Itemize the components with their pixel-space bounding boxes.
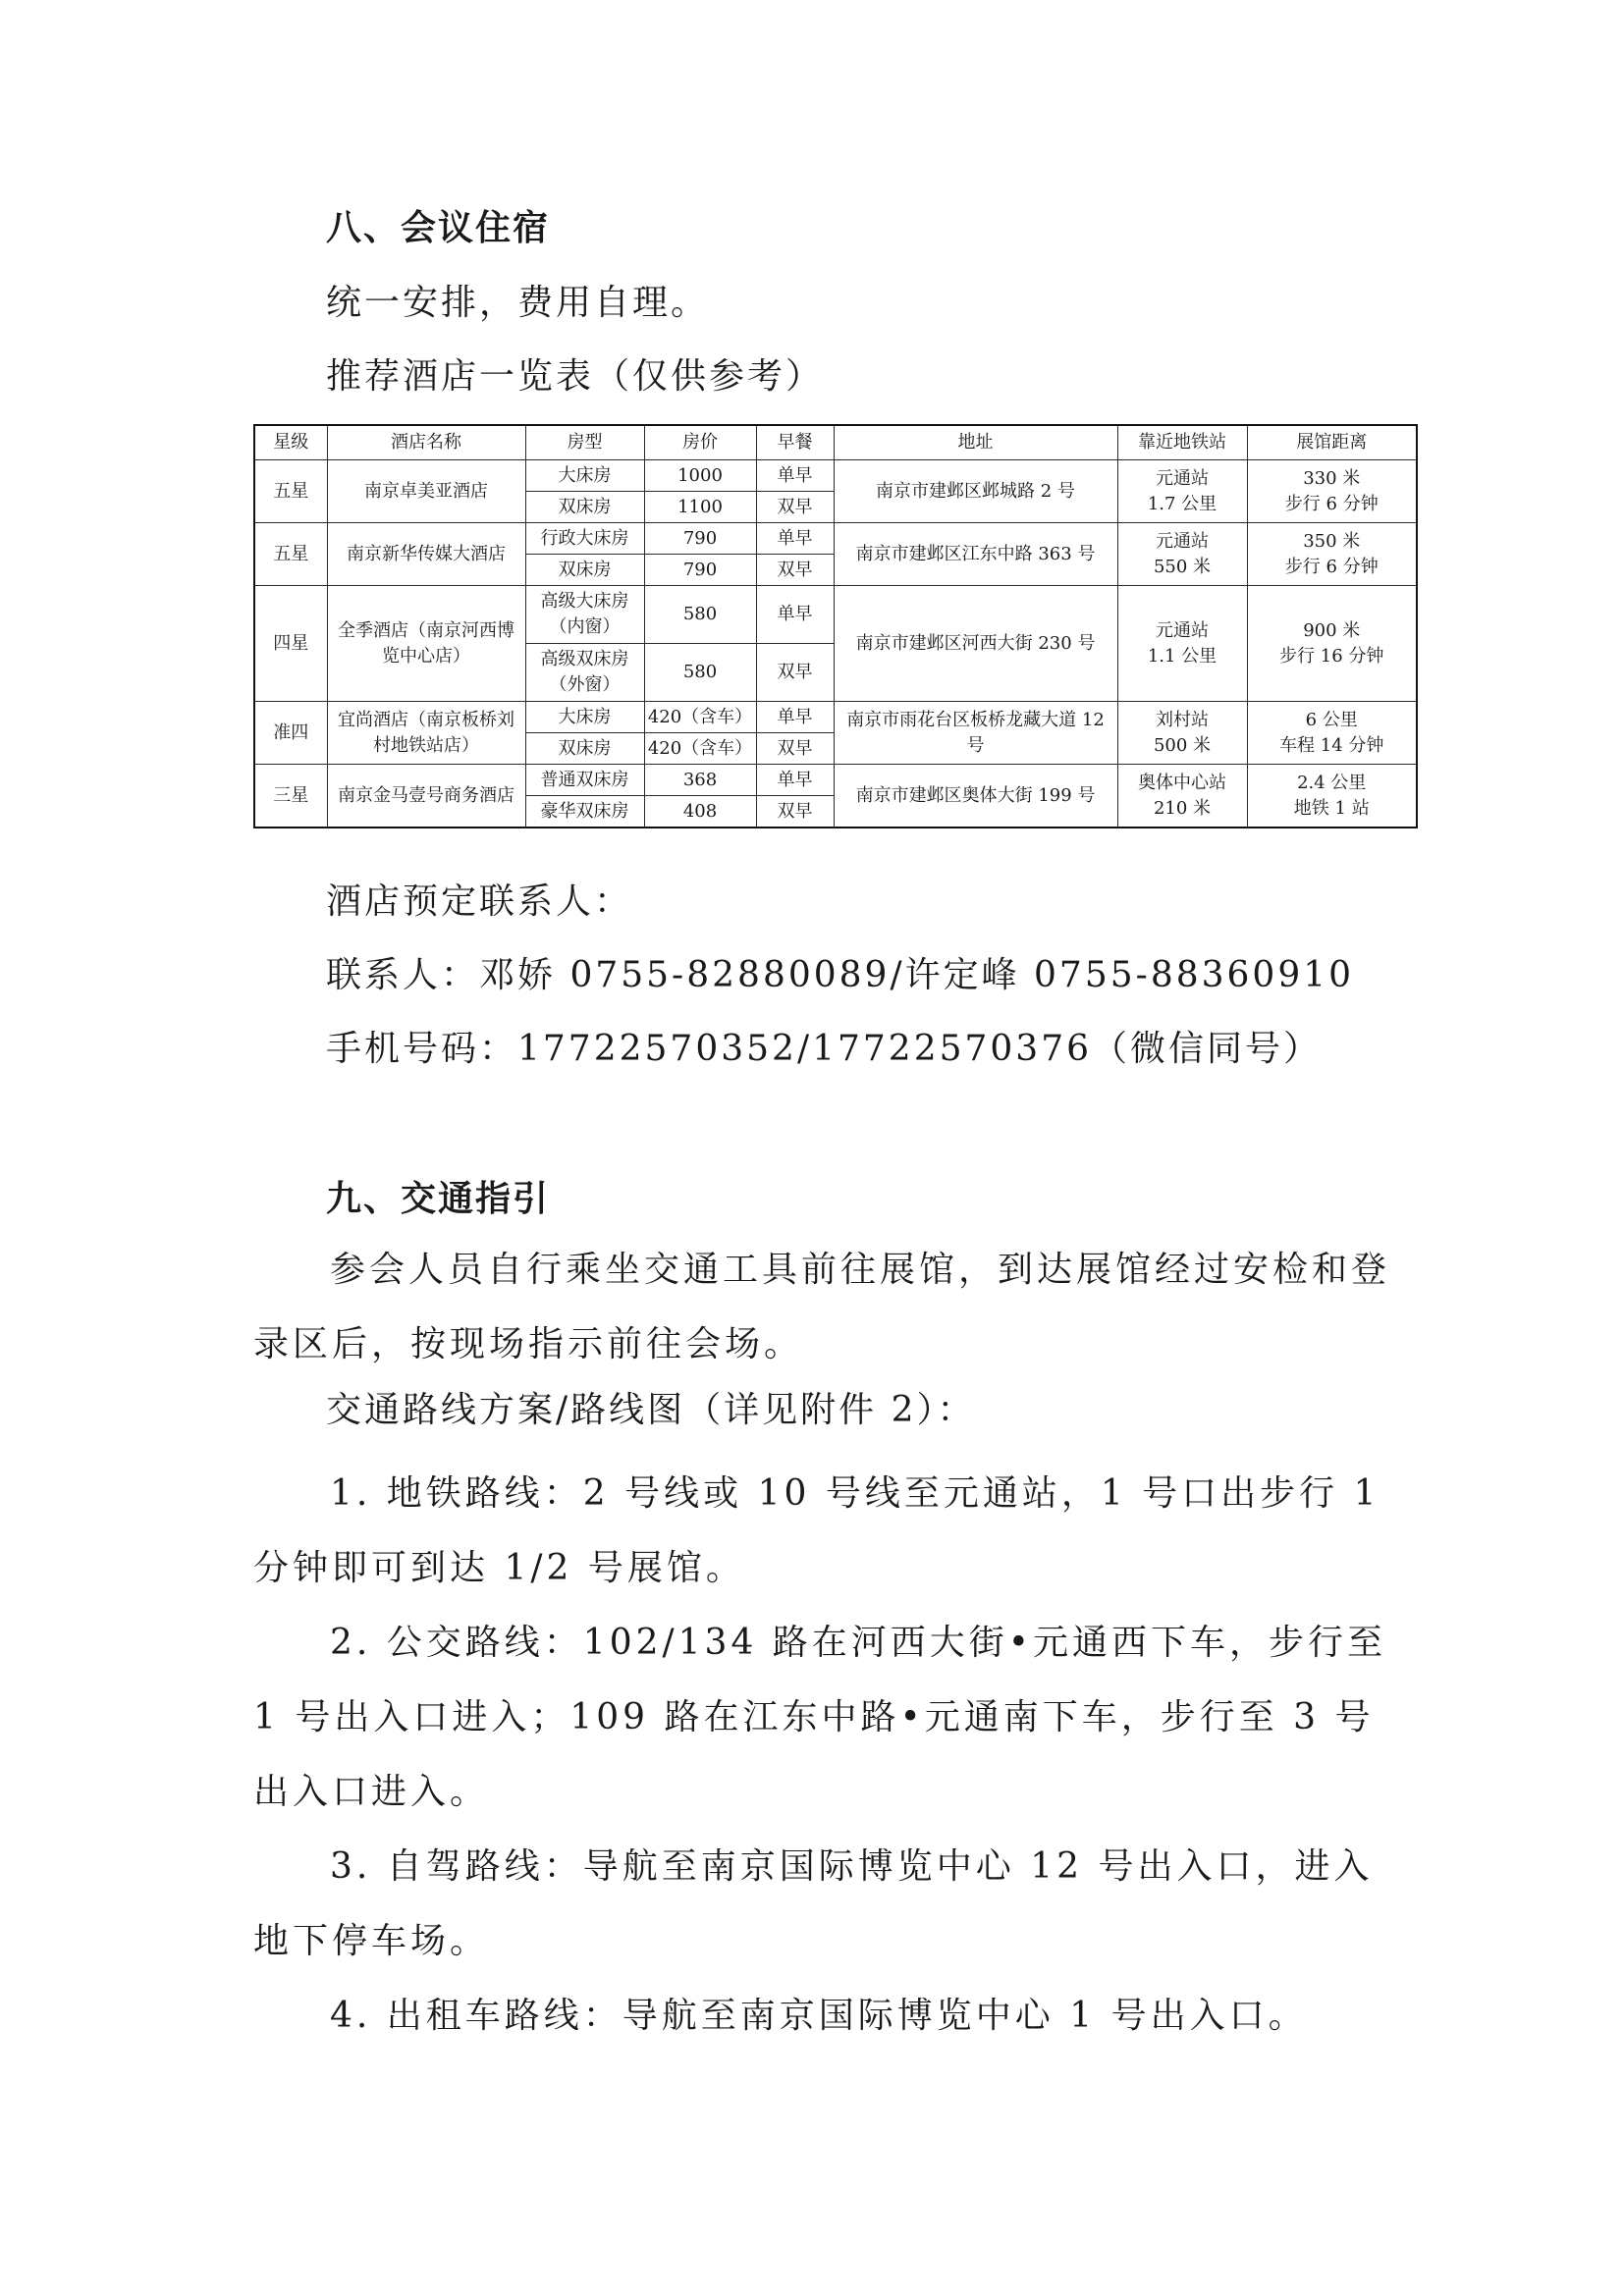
- price-cell: 420（含车）: [644, 733, 756, 765]
- header-star: 星级: [254, 425, 327, 460]
- price-cell: 790: [644, 555, 756, 586]
- table-row: [254, 702, 1417, 733]
- price-cell: 580: [644, 586, 756, 644]
- price-cell: 420（含车）: [644, 702, 756, 733]
- star-cell: 三星: [254, 765, 327, 828]
- distance-cell: [1247, 523, 1417, 586]
- star-cell: 五星: [254, 523, 327, 586]
- breakfast-cell: 单早: [756, 523, 834, 555]
- breakfast-cell: 单早: [756, 765, 834, 796]
- metro-cell: [1117, 702, 1247, 765]
- venue-time: 车程 14 分钟: [1279, 734, 1384, 756]
- route-plan-title: 交通路线方案/路线图（详见附件 2）：: [326, 1390, 976, 1430]
- table-row: [254, 523, 1417, 555]
- header-breakfast: 早餐: [756, 425, 834, 460]
- metro-distance: 1.7 公里: [1147, 493, 1217, 514]
- header-hotel-name: 酒店名称: [327, 425, 525, 460]
- metro-cell: [1117, 765, 1247, 828]
- address-cell: 南京市建邺区奥体大街 199 号: [834, 765, 1117, 828]
- distance-cell: [1247, 702, 1417, 765]
- room-type-cell: 行政大床房: [525, 523, 644, 555]
- contact-mobile: 手机号码：17722570352/17722570376（微信同号）: [326, 1029, 1323, 1069]
- room-type-cell: 双床房: [525, 492, 644, 523]
- breakfast-cell: 单早: [756, 586, 834, 644]
- metro-station: 元通站: [1156, 530, 1209, 552]
- venue-distance: 6 公里: [1305, 709, 1358, 730]
- header-price: 房价: [644, 425, 756, 460]
- venue-time: 步行 6 分钟: [1284, 556, 1379, 577]
- venue-time: 步行 16 分钟: [1279, 645, 1384, 667]
- breakfast-cell: 双早: [756, 644, 834, 702]
- hotel-name-cell: 南京金马壹号商务酒店: [327, 765, 525, 828]
- route-self-drive: 3. 自驾路线：导航至南京国际博览中心 12 号出入口，进入地下停车场。: [253, 1846, 1374, 1961]
- metro-station: 元通站: [1156, 619, 1209, 641]
- venue-distance: 2.4 公里: [1297, 772, 1367, 793]
- header-address: 地址: [834, 425, 1117, 460]
- route-bus: 2. 公交路线：102/134 路在河西大街•元通西下车，步行至 1 号出入口进入；109 路在江东中路•元通南下车，步行至 3 号出入口进入。: [253, 1623, 1387, 1812]
- booking-contact-title: 酒店预定联系人：: [326, 881, 633, 922]
- price-cell: 1100: [644, 492, 756, 523]
- venue-distance: 350 米: [1303, 530, 1361, 552]
- metro-distance: 500 米: [1153, 734, 1212, 756]
- venue-time: 地铁 1 站: [1293, 797, 1370, 819]
- metro-distance: 550 米: [1153, 556, 1212, 577]
- transport-intro: 参会人员自行乘坐交通工具前往展馆，到达展馆经过安检和登录区后，按现场指示前往会场。: [253, 1250, 1391, 1364]
- address-cell: 南京市建邺区河西大街 230 号: [834, 586, 1117, 702]
- route-metro: 1. 地铁路线：2 号线或 10 号线至元通站，1 号口出步行 1 分钟即可到达 1/2 号展馆。: [253, 1473, 1380, 1588]
- room-type-cell: 豪华双床房: [525, 796, 644, 828]
- metro-distance: 210 米: [1153, 797, 1212, 819]
- header-metro: 靠近地铁站: [1117, 425, 1247, 460]
- price-cell: 368: [644, 765, 756, 796]
- hotel-name-cell: 南京新华传媒大酒店: [327, 523, 525, 586]
- venue-distance: 330 米: [1303, 467, 1361, 489]
- hotel-table-title: 推荐酒店一览表（仅供参考）: [326, 356, 825, 397]
- breakfast-cell: 双早: [756, 492, 834, 523]
- metro-cell: [1117, 523, 1247, 586]
- price-cell: 580: [644, 644, 756, 702]
- distance-cell: [1247, 586, 1417, 702]
- room-type-cell: 高级大床房（内窗）: [525, 586, 644, 644]
- metro-station: 元通站: [1156, 467, 1209, 489]
- price-cell: 408: [644, 796, 756, 828]
- breakfast-cell: 单早: [756, 460, 834, 492]
- hotel-name-cell: 宜尚酒店（南京板桥刘村地铁站店）: [327, 702, 525, 765]
- price-cell: 1000: [644, 460, 756, 492]
- address-cell: 南京市雨花台区板桥龙藏大道 12 号: [834, 702, 1117, 765]
- section-9-heading: 九、交通指引: [326, 1179, 551, 1219]
- distance-cell: [1247, 460, 1417, 523]
- breakfast-cell: 双早: [756, 555, 834, 586]
- table-row: [254, 586, 1417, 644]
- address-cell: 南京市建邺区邺城路 2 号: [834, 460, 1117, 523]
- venue-time: 步行 6 分钟: [1284, 493, 1379, 514]
- accommodation-note: 统一安排，费用自理。: [326, 283, 710, 323]
- room-type-cell: 大床房: [525, 460, 644, 492]
- room-type-cell: 普通双床房: [525, 765, 644, 796]
- header-room-type: 房型: [525, 425, 644, 460]
- hotel-name-cell: 全季酒店（南京河西博览中心店）: [327, 586, 525, 702]
- room-type-cell: 双床房: [525, 555, 644, 586]
- price-cell: 790: [644, 523, 756, 555]
- metro-station: 奥体中心站: [1138, 772, 1226, 793]
- star-cell: 五星: [254, 460, 327, 523]
- breakfast-cell: 双早: [756, 796, 834, 828]
- table-row: [254, 765, 1417, 796]
- metro-station: 刘村站: [1156, 709, 1209, 730]
- room-type-cell: 高级双床房（外窗）: [525, 644, 644, 702]
- table-row: [254, 460, 1417, 492]
- contact-persons: 联系人：邓娇 0755-82880089/许定峰 0755-88360910: [326, 955, 1355, 995]
- room-type-cell: 双床房: [525, 733, 644, 765]
- breakfast-cell: 单早: [756, 702, 834, 733]
- route-taxi: 4. 出租车路线：导航至南京国际博览中心 1 号出入口。: [330, 1996, 1308, 2036]
- metro-cell: [1117, 460, 1247, 523]
- section-8-heading: 八、会议住宿: [326, 208, 551, 248]
- venue-distance: 900 米: [1303, 619, 1361, 641]
- room-type-cell: 大床房: [525, 702, 644, 733]
- metro-cell: [1117, 586, 1247, 702]
- breakfast-cell: 双早: [756, 733, 834, 765]
- hotel-table: [253, 424, 1418, 828]
- hotel-name-cell: 南京卓美亚酒店: [327, 460, 525, 523]
- star-cell: 准四: [254, 702, 327, 765]
- distance-cell: [1247, 765, 1417, 828]
- header-distance: 展馆距离: [1247, 425, 1417, 460]
- address-cell: 南京市建邺区江东中路 363 号: [834, 523, 1117, 586]
- metro-distance: 1.1 公里: [1147, 645, 1217, 667]
- table-header-row: [254, 425, 1417, 460]
- star-cell: 四星: [254, 586, 327, 702]
